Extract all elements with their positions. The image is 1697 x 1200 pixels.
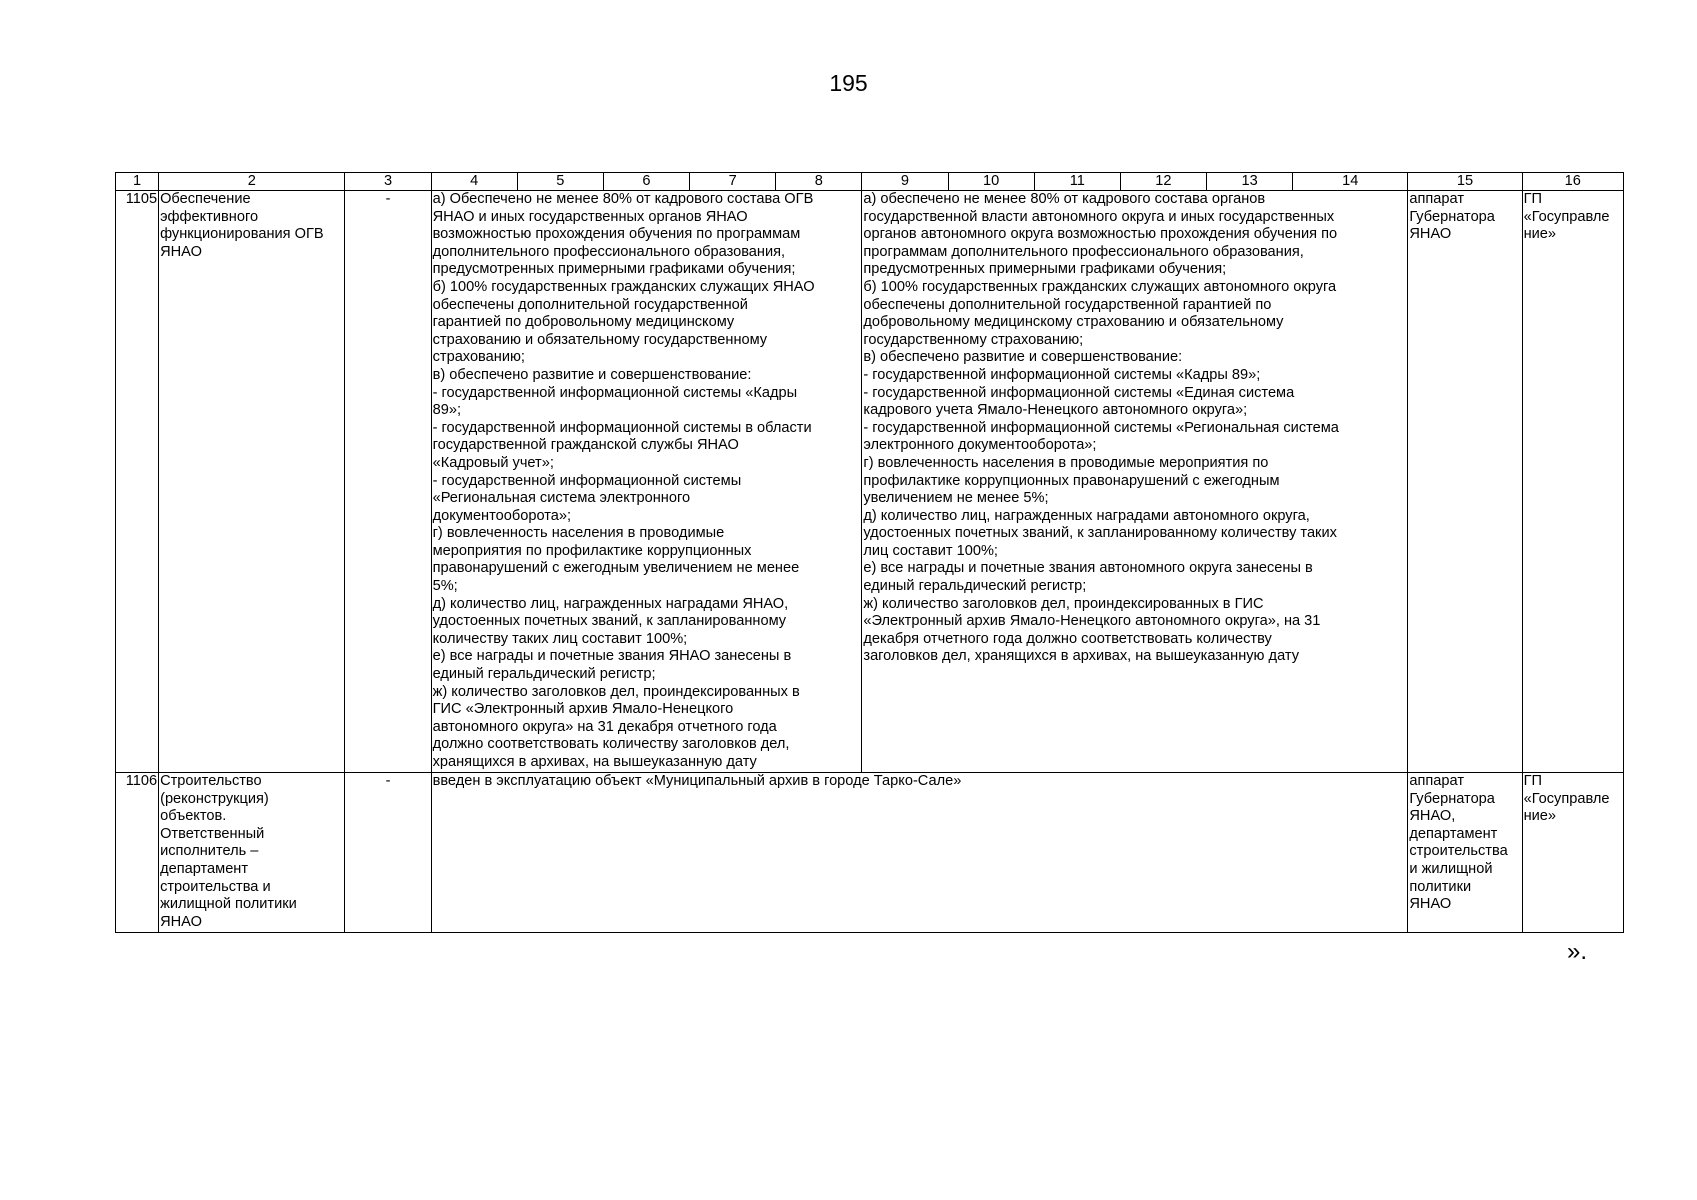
column-header: 15 [1408,173,1522,191]
closing-quote-mark: ». [1567,938,1588,965]
column-header-row [116,173,1624,191]
event-name: Обеспечение эффективного функционирования ОГВ ЯНАО [159,191,345,773]
column-header: 3 [345,173,431,191]
result-description: введен в эксплуатацию объект «Муниципальный архив в городе Тарко-Сале» [431,773,1408,933]
column-header: 4 [431,173,517,191]
state-program: ГП «Госуправле ние» [1522,191,1623,773]
result-description-primary: а) Обеспечено не менее 80% от кадрового состава ОГВ ЯНАО и иных государственных органов ЯНАО возможностью прохождения обучения по программам дополнительного профессионального образования, предусмотренных примерными графиками обучения; б) 100% государственных гражданских служащих ЯНАО обеспечены дополнительной государственной гарантией по добровольному медицинскому страхованию и обязательному государственному страхованию; в) обеспечено развитие и совершенствование: - государственной информационной системы «Кадры 89»; - государственной информационной системы в области государственной гражданской службы ЯНАО «Кадровый учет»; - государственной информационной системы «Региональная система электронного документооборота»; г) вовлеченность населения в проводимые мероприятия по профилактике коррупционных правонарушений с ежегодным увеличением не менее 5%; д) количество лиц, награжденных наградами ЯНАО, удостоенных почетных званий, к запланированному количеству таких лиц составит 100%; е) все награды и почетные звания ЯНАО занесены в единый геральдический регистр; ж) количество заголовков дел, проиндексированных в ГИС «Электронный архив Ямало-Ненецкого автономного округа» на 31 декабря отчетного года должно соответствовать количеству заголовков дел, хранящихся в архивах, на вышеуказанную дату [431,191,862,773]
column-header: 13 [1207,173,1293,191]
result-description-secondary: а) обеспечено не менее 80% от кадрового состава органов государственной власти автономного округа и иных государственных органов автономного округа возможностью прохождения обучения по программам дополнительного профессионального образования, предусмотренных примерными графиками обучения; б) 100% государственных гражданских служащих автономного округа обеспечены дополнительной государственной гарантией по добровольному медицинскому страхованию и обязательному государственному страхованию; в) обеспечено развитие и совершенствование: - государственной информационной системы «Кадры 89»; - государственной информационной системы «Единая система кадрового учета Ямало-Ненецкого автономного округа»; - государственной информационной системы «Региональная система электронного документооборота»; г) вовлеченность населения в проводимые мероприятия по профилактике коррупционных правонарушений с ежегодным увеличением не менее 5%; д) количество лиц, награжденных наградами автономного округа, удостоенных почетных званий, к запланированному количеству таких лиц составит 100%; е) все награды и почетные звания автономного округа занесены в единый геральдический регистр; ж) количество заголовков дел, проиндексированных в ГИС «Электронный архив Ямало-Ненецкого автономного округа», на 31 декабря отчетного года должно соответствовать количеству заголовков дел, хранящихся в архивах, на вышеуказанную дату [862,191,1408,773]
cell-col3: - [345,191,431,773]
executor: аппарат Губернатора ЯНАО [1408,191,1522,773]
table-row [116,773,1624,933]
column-header: 10 [948,173,1034,191]
state-program: ГП «Госуправле ние» [1522,773,1623,933]
program-table [115,172,1624,933]
executor: аппарат Губернатора ЯНАО, департамент строительства и жилищной политики ЯНАО [1408,773,1522,933]
cell-col3: - [345,773,431,933]
column-header: 2 [159,173,345,191]
row-number: 1105 [116,191,159,773]
column-header: 14 [1293,173,1408,191]
column-header: 11 [1034,173,1120,191]
table-row [116,191,1624,773]
column-header: 7 [690,173,776,191]
column-header: 5 [517,173,603,191]
column-header: 9 [862,173,948,191]
column-header: 1 [116,173,159,191]
page-number: 195 [829,70,868,96]
column-header: 12 [1120,173,1206,191]
column-header: 8 [776,173,862,191]
column-header: 16 [1522,173,1623,191]
column-header: 6 [603,173,689,191]
event-name: Строительство (реконструкция) объектов. Ответственный исполнитель – департамент строительства и жилищной политики ЯНАО [159,773,345,933]
row-number: 1106 [116,773,159,933]
